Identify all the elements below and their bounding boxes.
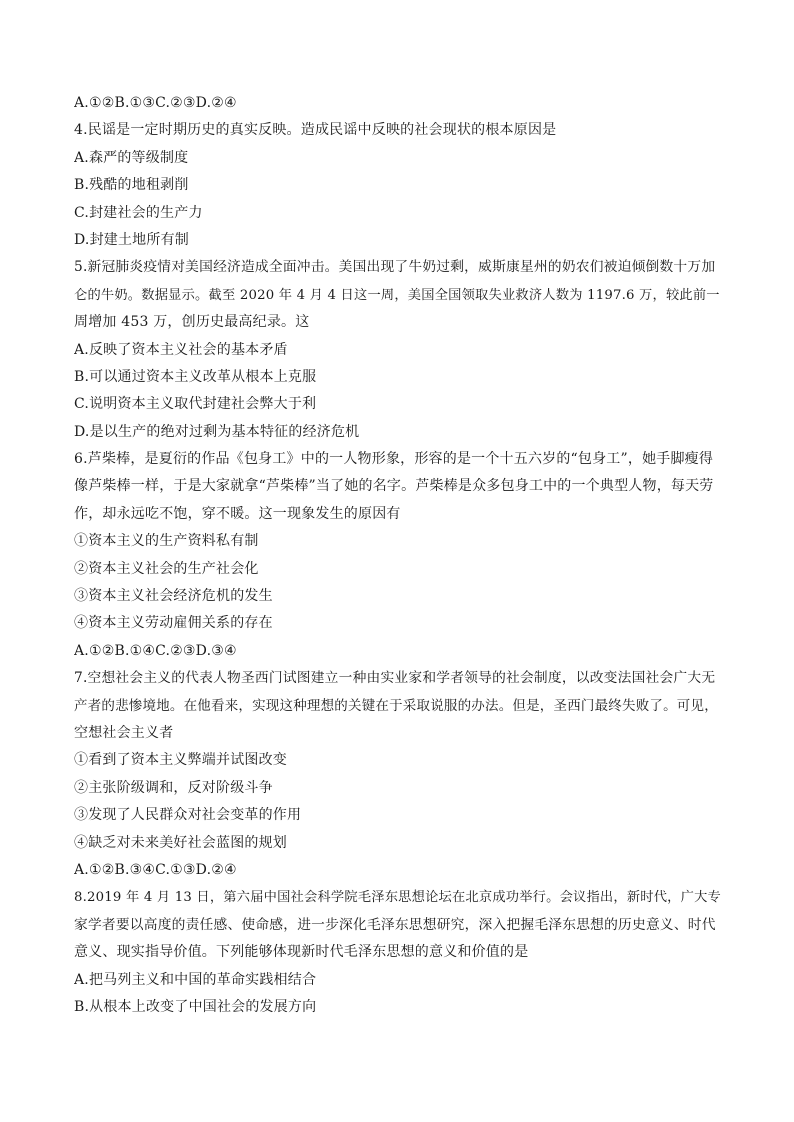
q5-option-b: B.可以通过资本主义改革从根本上克服 <box>74 368 317 385</box>
q7-stem-line-3: 空想社会主义者 <box>74 724 174 741</box>
q7-item-2: ②主张阶级调和，反对阶级斗争 <box>74 779 273 796</box>
q7-options: A.①②B.③④C.①③D.②④ <box>74 861 237 878</box>
document-page <box>74 90 724 1021</box>
q7-item-1: ①看到了资本主义弊端并试图改变 <box>74 752 287 769</box>
q3-options: A.①②B.①③C.②③D.②④ <box>74 95 237 111</box>
q5-stem-line-3: 周增加 453 万，创历史最高纪录。这 <box>74 314 310 331</box>
q6-stem-line-1: 6.芦柴棒，是夏衍的作品《包身工》中的一人物形象，形容的是一个十五六岁的“包身工”，她手脚瘦得 <box>74 451 714 468</box>
q5-stem-line-2: 仑的牛奶。数据显示。截至 2020 年 4 月 4 日这一周，美国全国领取失业救济人数为 1197.6 万，较此前一 <box>74 287 720 303</box>
q7-item-4: ④缺乏对未来美好社会蓝图的规划 <box>74 834 287 851</box>
q4-option-b: B.残酷的地租剥削 <box>74 177 189 194</box>
q8-option-a: A.把马列主义和中国的革命实践相结合 <box>74 971 317 988</box>
q7-stem-line-1: 7.空想社会主义的代表人物圣西门试图建立一种由实业家和学者领导的社会制度，以改变法国社会广大无 <box>74 670 716 687</box>
q7-item-3: ③发现了人民群众对社会变革的作用 <box>74 807 302 824</box>
q6-item-1: ①资本主义的生产资料私有制 <box>74 533 259 550</box>
q5-stem-line-1: 5.新冠肺炎疫情对美国经济造成全面冲击。美国出现了牛奶过剩，威斯康星州的奶农们被迫倾倒数十万加 <box>74 259 716 276</box>
q8-stem-line-1: 8.2019 年 4 月 13 日，第六届中国社会科学院毛泽东思想论坛在北京成功举行。会议指出，新时代，广大专 <box>74 890 721 906</box>
q6-item-2: ②资本主义社会的生产社会化 <box>74 560 259 577</box>
q6-stem-line-3: 作，却永远吃不饱，穿不暖。这一现象发生的原因有 <box>74 505 401 522</box>
q5-option-c: C.说明资本主义取代封建社会弊大于利 <box>74 396 317 413</box>
q5-option-d: D.是以生产的绝对过剩为基本特征的经济危机 <box>74 423 360 440</box>
q6-stem-line-2: 像芦柴棒一样，于是大家就拿“芦柴棒”当了她的名字。芦柴棒是众多包身工中的一个典型人物，每天劳 <box>74 478 714 495</box>
q8-stem-line-3: 意义、现实指导价值。下列能够体现新时代毛泽东思想的意义和价值的是 <box>74 944 529 961</box>
q4-option-a: A.森严的等级制度 <box>74 149 189 166</box>
q4-option-c: C.封建社会的生产力 <box>74 204 203 221</box>
q6-options: A.①②B.①④C.②③D.③④ <box>74 642 237 659</box>
q4-option-d: D.封建土地所有制 <box>74 231 189 248</box>
q5-option-a: A.反映了资本主义社会的基本矛盾 <box>74 341 288 358</box>
q7-stem-line-2: 产者的悲惨境地。在他看来，实现这种理想的关键在于采取说服的办法。但是，圣西门最终失败了。可见， <box>74 697 718 714</box>
q6-item-4: ④资本主义劳动雇佣关系的存在 <box>74 615 273 632</box>
q8-stem-line-2: 家学者要以高度的责任感、使命感，进一步深化毛泽东思想研究，深入把握毛泽东思想的历史意义、时代 <box>74 916 716 933</box>
q6-item-3: ③资本主义社会经济危机的发生 <box>74 588 273 605</box>
q4-stem: 4.民谣是一定时期历史的真实反映。造成民谣中反映的社会现状的根本原因是 <box>74 122 557 139</box>
q8-option-b: B.从根本上改变了中国社会的发展方向 <box>74 998 317 1015</box>
